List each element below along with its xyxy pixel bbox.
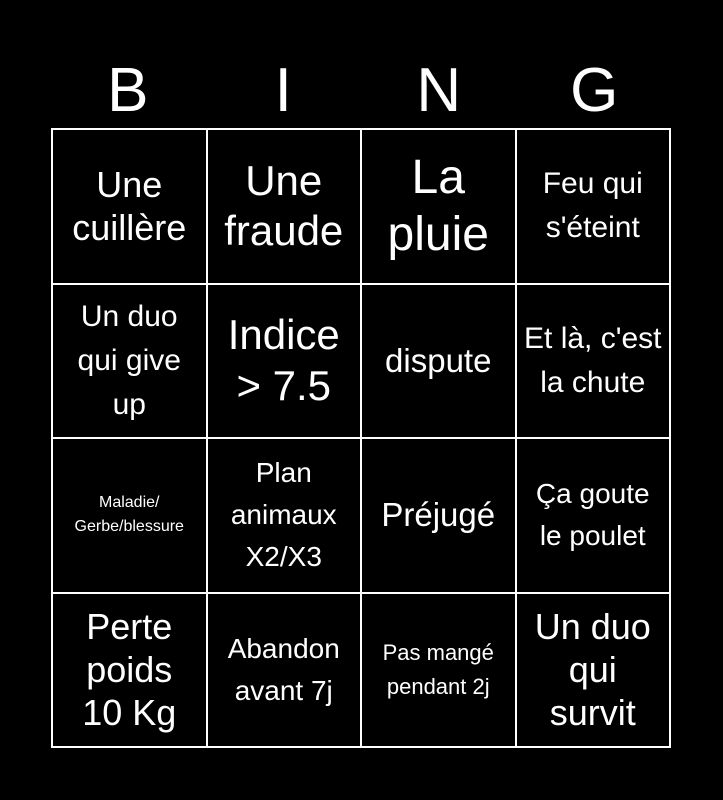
bingo-cell-text: Feu qui s'éteint <box>542 167 643 245</box>
bingo-cell[interactable] <box>361 438 516 593</box>
bingo-cell[interactable] <box>361 593 516 748</box>
bingo-header <box>50 55 672 127</box>
bingo-cell[interactable] <box>207 438 362 593</box>
bingo-cell-text: Préjugé <box>381 496 496 534</box>
bingo-cell-text: Un duo qui survit <box>534 605 651 734</box>
bingo-cell-text: La pluie <box>387 150 489 262</box>
bingo-cell-text: Une cuillère <box>72 164 187 249</box>
bingo-cell-text: Un duo qui give up <box>77 300 181 421</box>
bingo-cell[interactable] <box>361 284 516 439</box>
bingo-cell-text: Plan animaux X2/X3 <box>230 457 337 573</box>
bingo-cell-text: Ça goute le poulet <box>535 478 650 552</box>
bingo-cell-text: Et là, c'est la chute <box>524 321 662 399</box>
bingo-cell-text: Une fraude <box>224 156 344 255</box>
bingo-cell-text: Indice > 7.5 <box>227 311 340 409</box>
bingo-cell-text: dispute <box>385 341 492 379</box>
bingo-cell[interactable] <box>52 129 207 284</box>
bingo-cell[interactable] <box>52 593 207 748</box>
header-letter-i: I <box>274 56 292 125</box>
bingo-cell[interactable] <box>516 593 671 748</box>
header-letter-n: N <box>416 56 462 125</box>
bingo-cell-text: Abandon avant 7j <box>227 632 340 706</box>
header-letter-b: B <box>107 56 149 125</box>
bingo-cell[interactable] <box>52 438 207 593</box>
bingo-cell-text: Perte poids 10 Kg <box>82 605 177 734</box>
bingo-cell-text: Pas mangé pendant 2j <box>382 639 494 699</box>
header-letter-g: G <box>570 56 619 125</box>
bingo-cell[interactable] <box>207 284 362 439</box>
bingo-cell[interactable] <box>361 129 516 284</box>
bingo-cell[interactable] <box>516 284 671 439</box>
bingo-cell[interactable] <box>207 593 362 748</box>
bingo-cell[interactable] <box>516 438 671 593</box>
bingo-cell[interactable] <box>52 284 207 439</box>
bingo-cell-text: Maladie/ Gerbe/blessure <box>74 494 184 536</box>
bingo-cell[interactable] <box>516 129 671 284</box>
bingo-grid <box>51 128 671 748</box>
bingo-cell[interactable] <box>207 129 362 284</box>
